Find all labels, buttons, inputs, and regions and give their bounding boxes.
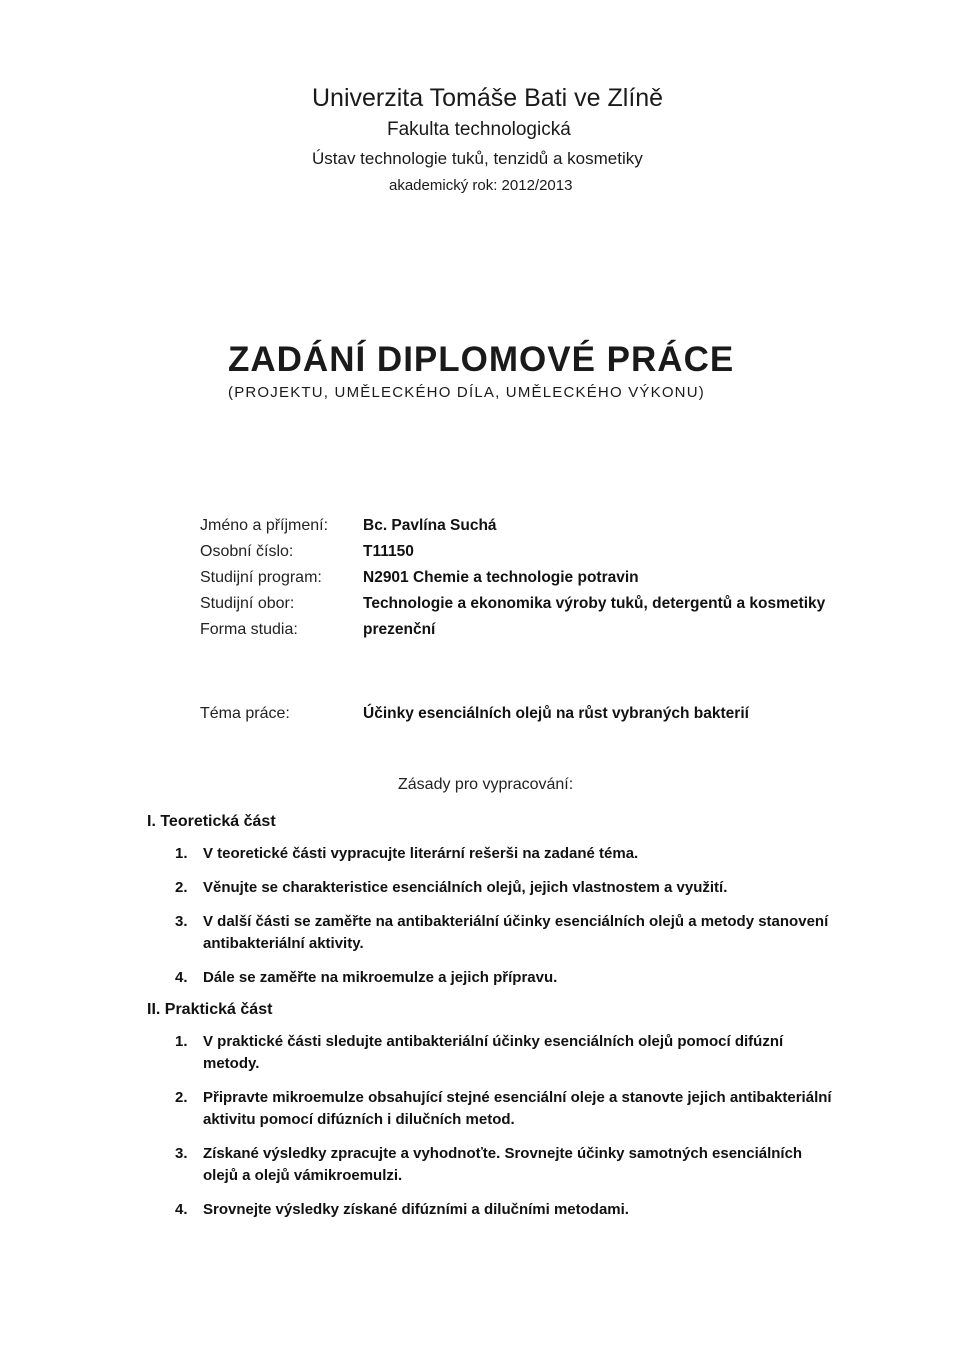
item-number: 3.	[175, 1145, 188, 1162]
item-number: 2.	[175, 879, 188, 896]
topic-value: Účinky esenciálních olejů na růst vybraných bakterií	[363, 705, 749, 722]
item-text: Dále se zaměřte na mikroemulze a jejich přípravu.	[203, 969, 558, 986]
list-item	[147, 1199, 837, 1221]
info-value: Bc. Pavlína Suchá	[363, 517, 497, 534]
item-number: 1.	[175, 845, 188, 862]
info-value: Technologie a ekonomika výroby tuků, detergentů a kosmetiky	[363, 595, 826, 612]
list-item	[147, 967, 837, 989]
item-text: V další části se zaměřte na antibakteriální účinky esenciálních olejů a metody stanovení antibakteriální aktivity.	[203, 913, 829, 952]
info-label: Studijní program:	[200, 569, 322, 586]
university-name: Univerzita Tomáše Bati ve Zlíně	[312, 84, 664, 112]
item-number: 2.	[175, 1089, 188, 1106]
principles-sections	[147, 813, 837, 1233]
list-item	[147, 877, 837, 899]
list-item	[147, 1143, 837, 1187]
student-info	[200, 515, 860, 645]
item-number: 4.	[175, 1201, 188, 1218]
item-text: Připravte mikroemulze obsahující stejné esenciální oleje a stanovte jejich antibakteriální aktivitu pomocí difúzních i dilučních metod.	[203, 1089, 832, 1128]
info-label: Forma studia:	[200, 621, 298, 638]
principles-heading: Zásady pro vypracování:	[398, 776, 574, 793]
document-title: ZADÁNÍ DIPLOMOVÉ PRÁCE	[228, 340, 735, 379]
info-row-name	[200, 515, 860, 537]
section-title: II. Praktická část	[147, 1001, 273, 1018]
item-text: Srovnejte výsledky získané difúzními a dilučními metodami.	[203, 1201, 629, 1218]
thesis-topic	[200, 705, 860, 723]
academic-year: akademický rok: 2012/2013	[389, 177, 573, 194]
item-number: 1.	[175, 1033, 188, 1050]
list-item	[147, 1031, 837, 1075]
info-row-personal-number	[200, 541, 860, 563]
faculty-name: Fakulta technologická	[387, 119, 571, 140]
info-label: Studijní obor:	[200, 595, 295, 612]
section-title: I. Teoretická část	[147, 813, 276, 830]
document-header	[312, 84, 872, 194]
institute-name: Ústav technologie tuků, tenzidů a kosmetiky	[312, 149, 643, 168]
topic-label: Téma práce:	[200, 705, 290, 722]
info-row-study-form	[200, 619, 860, 641]
item-text: Věnujte se charakteristice esenciálních olejů, jejich vlastnostem a využití.	[203, 879, 728, 896]
item-text: V teoretické části vypracujte literární rešerši na zadané téma.	[203, 845, 639, 862]
info-row-program	[200, 567, 860, 589]
list-item	[147, 843, 837, 865]
info-value: prezenční	[363, 621, 436, 638]
info-value: N2901 Chemie a technologie potravin	[363, 569, 639, 586]
item-number: 4.	[175, 969, 188, 986]
item-number: 3.	[175, 913, 188, 930]
info-label: Jméno a příjmení:	[200, 517, 329, 534]
document-subtitle: (PROJEKTU, UMĚLECKÉHO DÍLA, UMĚLECKÉHO VÝKONU)	[228, 384, 705, 401]
item-text: Získané výsledky zpracujte a vyhodnoťte. Srovnejte účinky samotných esenciálních olejů a olejů vámikroemulzi.	[203, 1145, 803, 1184]
list-item	[147, 1087, 837, 1131]
item-text: V praktické části sledujte antibakteriální účinky esenciálních olejů pomocí difúzní metody.	[203, 1033, 784, 1072]
info-label: Osobní číslo:	[200, 543, 294, 560]
title-block	[228, 340, 788, 401]
info-row-field	[200, 593, 860, 615]
info-value: T11150	[363, 543, 414, 560]
list-item	[147, 911, 837, 955]
